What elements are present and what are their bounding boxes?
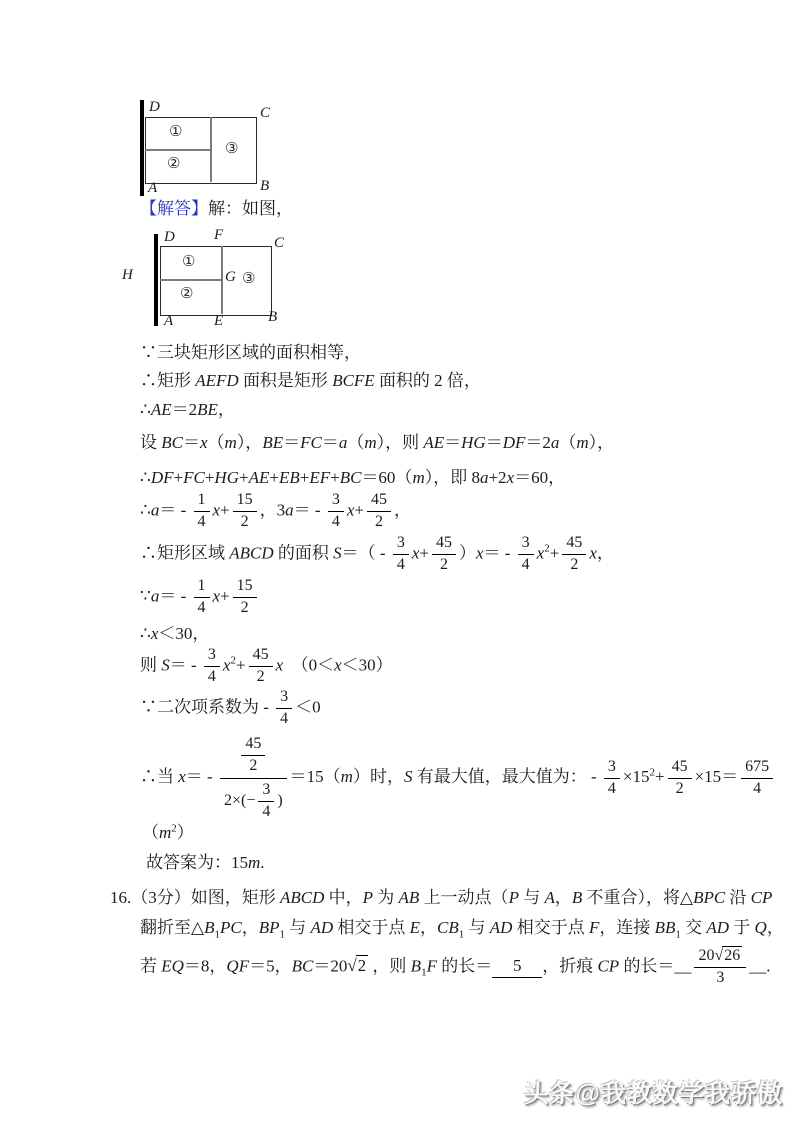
label-H: H <box>122 267 133 283</box>
math-n: 于 <box>729 918 755 937</box>
region-1-badge: ① <box>182 254 196 270</box>
math-i: x <box>275 655 284 675</box>
math-n: （ <box>207 433 225 452</box>
math-i: E <box>409 918 421 937</box>
math-n: ＝ - <box>293 500 325 520</box>
solution-line-1 <box>140 342 361 363</box>
math-n: + <box>269 468 279 487</box>
math-n: 相交于点 <box>333 918 410 937</box>
math-n: ＝ - <box>185 767 217 787</box>
math-i: CP <box>597 956 620 976</box>
label-C: C <box>260 105 271 121</box>
math-frac: $\frac{45}{2}$ <box>249 645 273 688</box>
math-frac: $\frac{675}{4}$ <box>741 757 773 800</box>
math-sqrt: √26 <box>714 947 741 964</box>
math-i: EQ <box>161 956 184 976</box>
math-frac: $\frac{3}{4}$ <box>393 533 409 576</box>
math-i: AE <box>423 433 445 452</box>
region-2-badge: ② <box>167 156 181 172</box>
math-n: （ <box>559 433 577 452</box>
math-i: A <box>544 888 555 907</box>
math-sup: 2 <box>544 542 550 555</box>
math-n: ，3 <box>259 500 286 520</box>
math-n: ， <box>596 543 614 563</box>
math-sqrt: √2 <box>347 956 367 976</box>
label-C: C <box>274 235 285 251</box>
label-G: G <box>225 269 236 285</box>
math-n: ×15 <box>622 767 650 787</box>
math-i: a <box>285 500 294 520</box>
math-i: m <box>364 433 377 452</box>
math-i: m <box>576 433 589 452</box>
problem16-line-3 <box>140 946 770 989</box>
region-2-badge: ② <box>180 286 194 302</box>
math-frac: $\frac{45}{2}$ <box>432 533 456 576</box>
math-frac: $\frac{1}{4}$ <box>194 576 210 619</box>
math-n: ＝ - <box>159 500 191 520</box>
math-i: x <box>589 543 597 563</box>
solution-line-5 <box>140 467 565 488</box>
label-A: A <box>164 313 174 329</box>
math-n: ） <box>176 823 194 842</box>
math-n: ∴矩形区域 <box>140 543 230 563</box>
math-n: ＜30， <box>158 624 210 643</box>
math-n: __. <box>749 956 771 976</box>
math-n: ＝8， <box>183 956 227 976</box>
solution-line-12 <box>140 733 776 824</box>
label-B: B <box>260 178 270 194</box>
math-frac: $\frac{3}{4}$ <box>276 687 292 730</box>
math-i: S <box>161 655 170 675</box>
math-sub: 1 <box>421 966 427 979</box>
wall-line <box>154 234 158 326</box>
math-i: ABCD <box>229 543 274 563</box>
math-n: + <box>330 468 340 487</box>
math-n: ＝20 <box>313 956 348 976</box>
math-n: ） <box>458 543 476 563</box>
solution-line-6 <box>140 490 411 533</box>
math-n: 与 <box>284 918 311 937</box>
math-n: 的面积 <box>273 543 334 563</box>
math-i: a <box>150 500 160 520</box>
solution-line-13 <box>142 822 194 843</box>
vertical-divider-FE <box>221 246 223 314</box>
math-frac: $\frac{45}{2}$ <box>367 490 391 533</box>
math-n: 翻折至△ <box>140 918 205 937</box>
math-i: HG <box>214 468 239 487</box>
math-n: 则 <box>140 655 162 675</box>
math-n: ），即 8 <box>424 468 480 487</box>
math-n: ＝ <box>321 433 339 452</box>
math-n: 的长＝ <box>436 956 493 976</box>
math-i: B <box>571 888 583 907</box>
math-n: ＝60（ <box>361 468 413 487</box>
math-i: B <box>410 956 422 976</box>
math-i: m <box>224 433 237 452</box>
math-n: ∵二次项系数为 - <box>140 697 274 717</box>
horizontal-divider-HG <box>160 279 221 281</box>
math-i: EB <box>278 468 300 487</box>
math-n: + <box>220 500 230 520</box>
label-B: B <box>268 309 278 325</box>
math-n: ， <box>393 500 411 520</box>
math-n: 不重合），将△ <box>582 888 694 907</box>
math-i: DF <box>502 433 526 452</box>
math-frac: $\frac{20√26}{3}$ <box>694 946 746 989</box>
math-n: ＜30） <box>341 655 393 675</box>
math-i: EF <box>309 468 331 487</box>
math-i: a <box>550 433 560 452</box>
math-n: ∵ <box>140 586 151 606</box>
math-i: m <box>248 853 261 872</box>
math-sup: 2 <box>171 822 177 835</box>
math-n: 面积是矩形 <box>238 371 333 390</box>
math-i: m <box>340 767 353 787</box>
solution-line-14 <box>146 852 265 873</box>
math-i: BPC <box>693 888 726 907</box>
math-i: BC <box>339 468 362 487</box>
math-n: + <box>654 767 665 787</box>
math-frac: $\frac{1}{4}$ <box>194 490 210 533</box>
math-i: a <box>479 468 489 487</box>
math-frac: $\frac{3}{4}$ <box>258 780 274 823</box>
math-n: + <box>419 543 429 563</box>
math-n: 设 <box>140 433 162 452</box>
problem16-line-2 <box>140 917 784 942</box>
math-i: x <box>346 500 355 520</box>
math-n: ＝ - <box>159 586 191 606</box>
math-n: ），则 <box>376 433 424 452</box>
solution-tag: 【解答】 <box>140 199 208 218</box>
solution-intro: 解：如图， <box>208 199 293 218</box>
math-frac <box>220 733 287 824</box>
math-i: AD <box>310 918 334 937</box>
math-n: ＝60， <box>514 468 566 487</box>
solution-line-4 <box>140 432 614 453</box>
math-i: QF <box>226 956 250 976</box>
math-frac: $\frac{3}{4}$ <box>204 645 220 688</box>
label-E: E <box>214 313 224 329</box>
math-sub: 1 <box>214 928 220 941</box>
horizontal-divider <box>145 149 210 151</box>
math-u: 5 <box>492 955 542 977</box>
math-n: 若 <box>140 956 162 976</box>
math-i: ABCD <box>280 888 325 907</box>
math-i: DF <box>150 468 174 487</box>
math-sub: 1 <box>279 928 285 941</box>
math-n: + <box>299 468 310 487</box>
math-i: P <box>362 888 374 907</box>
math-i: BP <box>258 918 280 937</box>
math-n: ， <box>554 888 572 907</box>
math-n: ）， <box>236 433 263 452</box>
math-n: + <box>354 500 364 520</box>
region-3-badge: ③ <box>242 271 256 287</box>
math-i: x <box>150 624 159 643</box>
math-n: ）时， <box>352 767 404 787</box>
math-n: . <box>260 853 265 872</box>
math-i: a <box>338 433 348 452</box>
math-i: Q <box>754 918 767 937</box>
vertical-divider <box>210 117 212 182</box>
math-n: ＝15（ <box>289 767 341 787</box>
math-i: x <box>411 543 420 563</box>
math-i: x <box>212 586 221 606</box>
math-frac: $\frac{3}{4}$ <box>604 757 620 800</box>
math-sup: 2 <box>230 654 236 667</box>
math-i: m <box>412 468 425 487</box>
math-frac: $\frac{3}{4}$ <box>328 490 344 533</box>
math-i: BC <box>291 956 314 976</box>
math-i: F <box>588 918 600 937</box>
math-n: ＝ <box>182 433 200 452</box>
math-n: ， <box>241 918 259 937</box>
math-i: HG <box>461 433 486 452</box>
math-n: +2 <box>488 468 507 487</box>
watermark-text: 头条@我教数学我骄傲 <box>523 1080 783 1108</box>
label-F: F <box>214 227 224 243</box>
math-n: + <box>173 468 184 487</box>
math-i: AD <box>489 918 513 937</box>
math-frac: $\frac{45}{2}$ <box>668 757 692 800</box>
math-n: （ <box>142 823 159 842</box>
math-i: AD <box>706 918 730 937</box>
solution-line-7 <box>140 533 614 576</box>
solution-line-11 <box>140 687 321 730</box>
math-i: BCFE <box>332 371 375 390</box>
math-n: （ <box>347 433 365 452</box>
math-i: AE <box>248 468 270 487</box>
math-i: x <box>506 468 515 487</box>
solution-heading <box>140 198 293 219</box>
math-frac: $\frac{45}{2}$ <box>241 734 265 777</box>
math-n: ，折痕 <box>542 956 598 976</box>
math-n: ∴当 <box>140 767 179 787</box>
math-n: ＝ <box>485 433 503 452</box>
math-n: ∴ <box>140 400 151 419</box>
math-n: ∴ <box>140 624 151 643</box>
math-n: 交 <box>680 918 707 937</box>
math-sub: 1 <box>675 928 681 941</box>
math-i: CB <box>437 918 459 937</box>
math-n: ，连接 <box>599 918 655 937</box>
math-i: x <box>178 767 186 787</box>
math-i: a <box>150 586 160 606</box>
math-n: ＝2 <box>171 400 198 419</box>
math-i: BE <box>262 433 284 452</box>
math-n: ， <box>420 918 438 937</box>
math-sub: 1 <box>458 928 465 941</box>
math-n: ＝ <box>283 433 301 452</box>
math-n: 20 <box>698 947 715 964</box>
math-n: 有最大值，最大值为： - <box>412 767 601 787</box>
math-n: + <box>235 655 246 675</box>
wall-line <box>140 100 144 196</box>
solution-line-2 <box>140 370 481 391</box>
math-n: ) <box>277 791 283 809</box>
region-1-badge: ① <box>169 124 183 140</box>
math-i: m <box>159 823 172 842</box>
math-n: ）， <box>588 433 615 452</box>
math-n: 与 <box>518 888 545 907</box>
math-i: AB <box>398 888 420 907</box>
math-i: x <box>334 655 342 675</box>
math-i: x <box>536 543 545 563</box>
math-n: 16.（3分）如图，矩形 <box>110 888 280 907</box>
math-n: 与 <box>464 918 490 937</box>
math-i: S <box>333 543 342 563</box>
math-i: x <box>475 543 484 563</box>
math-i: x <box>199 433 208 452</box>
math-i: CP <box>750 888 773 907</box>
math-n: 沿 <box>725 888 751 907</box>
math-n: ， <box>217 400 235 419</box>
math-i: BB <box>654 918 676 937</box>
math-i: FC <box>300 433 322 452</box>
math-i: B <box>204 918 215 937</box>
math-i: BC <box>161 433 183 452</box>
solution-line-8 <box>140 576 260 619</box>
math-n: ＝5， <box>249 956 292 976</box>
math-i: AE <box>150 400 172 419</box>
math-i: PC <box>219 918 242 937</box>
solution-line-9 <box>140 623 209 644</box>
math-n: （0＜ <box>283 655 335 675</box>
math-i: x <box>222 655 231 675</box>
math-n: ×15＝ <box>694 767 739 787</box>
math-n: ＝（ - <box>341 543 390 563</box>
figure-1-rectangle-diagram <box>140 100 290 200</box>
math-n: 相交于点 <box>512 918 589 937</box>
math-n: + <box>238 468 249 487</box>
math-i: AEFD <box>195 371 239 390</box>
math-i: S <box>403 767 413 787</box>
math-n: ＜0 <box>295 697 321 717</box>
math-sup: 2 <box>649 766 655 779</box>
math-n: 故答案为：15 <box>146 853 248 872</box>
math-i: F <box>426 956 437 976</box>
math-n: 2×(− <box>223 791 256 809</box>
math-frac: $\frac{15}{2}$ <box>233 576 257 619</box>
solution-line-10 <box>140 645 393 688</box>
math-frac: $\frac{45}{2}$ <box>562 533 586 576</box>
math-n: ＝ - <box>483 543 515 563</box>
math-n: ∴ <box>140 468 151 487</box>
region-3-badge: ③ <box>225 141 239 157</box>
math-n: + <box>549 543 560 563</box>
math-i: P <box>508 888 519 907</box>
solution-line-3 <box>140 399 235 420</box>
math-n: ，则 <box>368 956 411 976</box>
math-n: ＝ <box>444 433 462 452</box>
math-n: ∴ <box>140 500 151 520</box>
math-frac: $\frac{3}{4}$ <box>518 533 534 576</box>
math-n: + <box>204 468 215 487</box>
figure-2-rectangle-diagram <box>120 228 295 332</box>
math-n: 上一动点（ <box>419 888 509 907</box>
math-n: ∴矩形 <box>140 371 196 390</box>
math-i: BE <box>197 400 218 419</box>
math-n: 的长＝__ <box>619 956 692 976</box>
math-n: ＝ - <box>169 655 201 675</box>
math-n: + <box>220 586 230 606</box>
math-n: ， <box>766 918 784 937</box>
math-n: ∵三块矩形区域的面积相等， <box>140 343 361 362</box>
label-A: A <box>148 180 158 196</box>
label-D: D <box>164 229 175 245</box>
math-i: FC <box>183 468 205 487</box>
math-i: x <box>212 500 221 520</box>
label-D: D <box>149 99 160 115</box>
math-n: 为 <box>373 888 399 907</box>
problem16-line-1 <box>110 887 772 908</box>
math-n: 中， <box>324 888 363 907</box>
math-n: ＝2 <box>525 433 551 452</box>
math-frac: $\frac{15}{2}$ <box>233 490 257 533</box>
math-n: 面积的 2 倍， <box>374 371 481 390</box>
